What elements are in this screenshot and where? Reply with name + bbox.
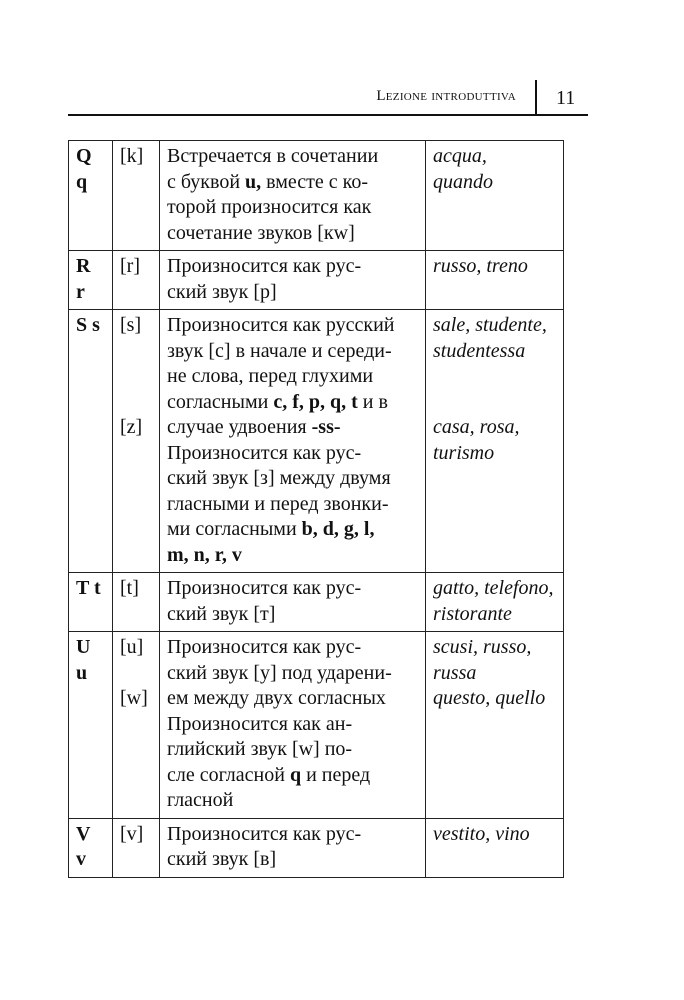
ipa-cell [113, 573, 160, 632]
description-line: Произносится как рус- [167, 822, 362, 845]
letter-lower: r [76, 280, 85, 303]
description-line: ский звук [т] [167, 602, 276, 625]
table-row [69, 632, 564, 819]
ipa-cell [113, 632, 160, 819]
header-rule [68, 114, 588, 116]
description-line: Произносится как ан- [167, 712, 353, 735]
alphabet-table [68, 140, 564, 878]
ipa-cell [113, 818, 160, 877]
letter-upper: Q [76, 145, 92, 167]
table-row [69, 573, 564, 632]
description-line: ский звук [з] между двумя [167, 467, 391, 489]
description-line: ский звук [у] под ударени- [167, 661, 392, 684]
example-text: casa, rosa, [433, 416, 520, 438]
letter-cell [69, 310, 113, 573]
ipa-cell [113, 251, 160, 310]
ipa-symbol: [v] [120, 822, 144, 845]
example-text: sale, studente, [433, 314, 547, 336]
example-text: acqua, [433, 145, 487, 167]
description-line: торой произносится как [167, 196, 372, 218]
description-line: m, n, r, v [167, 543, 242, 566]
examples-cell [426, 632, 564, 819]
example-text: gatto, telefono, [433, 577, 554, 599]
example-text: russa [433, 661, 477, 684]
letter-lower: q [76, 170, 88, 193]
description-cell [160, 632, 426, 819]
ipa-symbol: [t] [120, 577, 139, 599]
description-cell [160, 818, 426, 877]
description-line: Произносится как рус- [167, 441, 362, 464]
letter-pair: T t [76, 577, 101, 599]
examples-cell [426, 141, 564, 251]
description-line: Произносится как рус- [167, 636, 362, 658]
ipa-cell [113, 141, 160, 251]
table-row [69, 310, 564, 573]
header-vertical-rule [535, 80, 537, 115]
description-line: Произносится как рус- [167, 577, 362, 599]
examples-cell [426, 310, 564, 573]
ipa-symbol: [w] [120, 687, 148, 709]
example-text: scusi, russo, [433, 636, 532, 658]
description-line: звук [с] в начале и середи- [167, 339, 392, 362]
description-line: с буквой u, вместе с ко- [167, 170, 369, 193]
letter-cell [69, 251, 113, 310]
letter-cell [69, 573, 113, 632]
example-text: studentessa [433, 339, 526, 362]
description-line: ский звук [в] [167, 848, 277, 870]
letter-upper: R [76, 255, 91, 277]
letter-pair: S s [76, 314, 100, 336]
description-cell [160, 573, 426, 632]
ipa-symbol: [s] [120, 314, 142, 336]
ipa-cell [113, 310, 160, 573]
description-line: глийский звук [w] по- [167, 738, 353, 760]
table-row [69, 818, 564, 877]
description-line: ский звук [р] [167, 280, 277, 303]
description-line: согласными c, f, p, q, t и в [167, 390, 388, 413]
description-cell [160, 310, 426, 573]
description-cell [160, 251, 426, 310]
description-line: ми согласными b, d, g, l, [167, 518, 375, 540]
table-row [69, 141, 564, 251]
letter-upper: V [76, 822, 91, 845]
ipa-symbol: [k] [120, 145, 144, 167]
letter-cell [69, 818, 113, 877]
example-text: russo, treno [433, 255, 528, 277]
running-head [0, 0, 684, 120]
table-row [69, 251, 564, 310]
ipa-symbol: [u] [120, 636, 144, 658]
example-text: turismo [433, 441, 495, 464]
examples-cell [426, 573, 564, 632]
section-title: Lezione introduttiva [376, 88, 516, 104]
description-line: Произносится как рус- [167, 255, 362, 277]
example-text: questo, quello [433, 687, 546, 709]
example-text: quando [433, 170, 493, 193]
example-text: vestito, vino [433, 822, 530, 845]
letter-cell [69, 141, 113, 251]
description-line: гласной [167, 789, 234, 811]
page-number: 11 [556, 87, 576, 109]
description-line: случае удвоения -ss- [167, 416, 341, 438]
letter-lower: v [76, 848, 86, 870]
description-line: сочетание звуков [кw] [167, 221, 355, 244]
description-line: ем между двух согласных [167, 687, 386, 709]
description-line: Встречается в сочетании [167, 145, 379, 167]
description-line: сле согласной q и перед [167, 763, 371, 786]
letter-upper: U [76, 636, 91, 658]
letter-lower: u [76, 661, 88, 684]
ipa-symbol: [z] [120, 416, 143, 438]
description-cell [160, 141, 426, 251]
description-line: Произносится как русский [167, 314, 395, 336]
example-text: ristorante [433, 602, 512, 625]
description-line: гласными и перед звонки- [167, 492, 389, 515]
examples-cell [426, 818, 564, 877]
examples-cell [426, 251, 564, 310]
letter-cell [69, 632, 113, 819]
description-line: не слова, перед глухими [167, 365, 374, 387]
ipa-symbol: [r] [120, 255, 140, 277]
